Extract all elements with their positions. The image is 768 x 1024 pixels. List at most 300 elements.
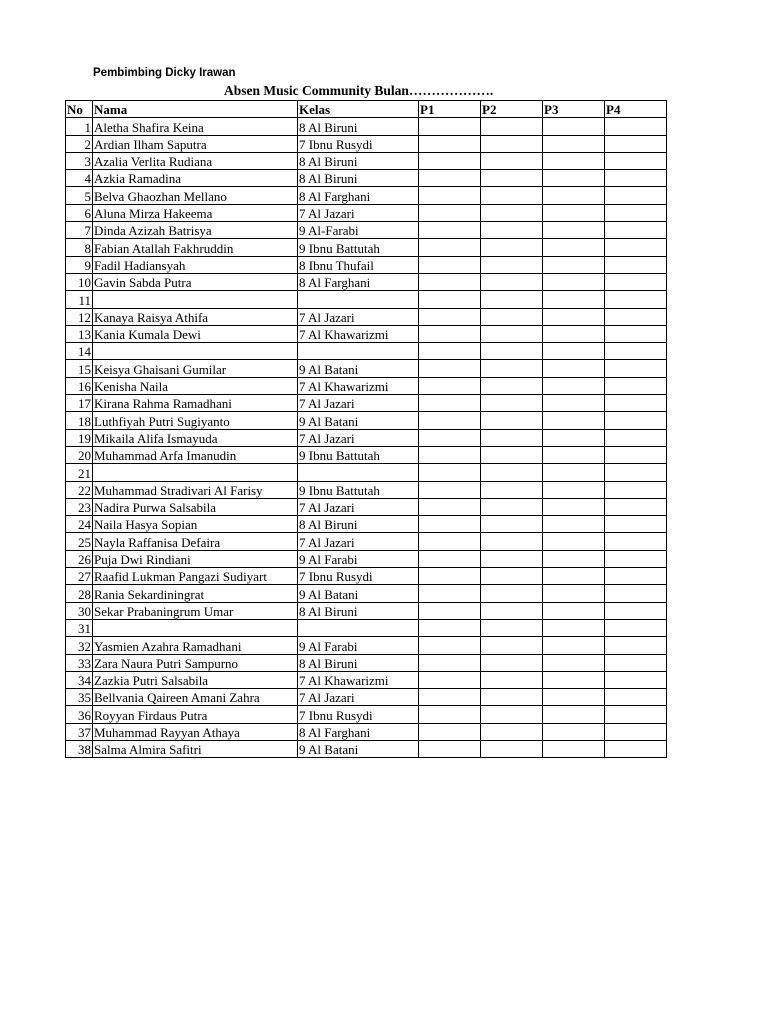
cell-p2 bbox=[481, 740, 543, 757]
header-p2: P2 bbox=[481, 101, 543, 118]
cell-kelas: 8 Al Farghani bbox=[298, 723, 419, 740]
cell-p2 bbox=[481, 412, 543, 429]
header-kelas: Kelas bbox=[298, 101, 419, 118]
table-row bbox=[66, 395, 667, 412]
cell-nama: Fadil Hadiansyah bbox=[93, 256, 298, 273]
cell-p3 bbox=[543, 135, 605, 152]
cell-p4 bbox=[605, 118, 667, 135]
cell-kelas: 7 Al Jazari bbox=[298, 204, 419, 221]
table-row bbox=[66, 204, 667, 221]
table-header-row bbox=[66, 101, 667, 118]
cell-no: 34 bbox=[66, 671, 93, 688]
cell-p1 bbox=[419, 602, 481, 619]
cell-p1 bbox=[419, 481, 481, 498]
table-row bbox=[66, 256, 667, 273]
cell-kelas: 8 Al Biruni bbox=[298, 152, 419, 169]
cell-p2 bbox=[481, 135, 543, 152]
cell-p3 bbox=[543, 412, 605, 429]
cell-p2 bbox=[481, 273, 543, 290]
table-row bbox=[66, 516, 667, 533]
cell-p1 bbox=[419, 740, 481, 757]
cell-p3 bbox=[543, 343, 605, 360]
cell-p3 bbox=[543, 602, 605, 619]
cell-p1 bbox=[419, 533, 481, 550]
cell-p2 bbox=[481, 256, 543, 273]
cell-no: 20 bbox=[66, 446, 93, 463]
cell-kelas: 7 Ibnu Rusydi bbox=[298, 568, 419, 585]
cell-nama: Kanaya Raisya Athifa bbox=[93, 308, 298, 325]
cell-no: 6 bbox=[66, 204, 93, 221]
cell-nama: Belva Ghaozhan Mellano bbox=[93, 187, 298, 204]
cell-nama: Sekar Prabaningrum Umar bbox=[93, 602, 298, 619]
cell-p3 bbox=[543, 152, 605, 169]
cell-p4 bbox=[605, 239, 667, 256]
table-row bbox=[66, 239, 667, 256]
cell-kelas: 9 Al Batani bbox=[298, 360, 419, 377]
cell-nama: Mikaila Alifa Ismayuda bbox=[93, 429, 298, 446]
cell-kelas: 9 Al Batani bbox=[298, 585, 419, 602]
cell-p2 bbox=[481, 602, 543, 619]
cell-nama bbox=[93, 291, 298, 308]
cell-kelas: 9 Al-Farabi bbox=[298, 222, 419, 239]
cell-p4 bbox=[605, 550, 667, 567]
cell-p3 bbox=[543, 273, 605, 290]
cell-p2 bbox=[481, 498, 543, 515]
cell-p2 bbox=[481, 654, 543, 671]
cell-nama: Muhammad Stradivari Al Farisy bbox=[93, 481, 298, 498]
cell-no: 19 bbox=[66, 429, 93, 446]
cell-no: 24 bbox=[66, 516, 93, 533]
cell-nama: Luthfiyah Putri Sugiyanto bbox=[93, 412, 298, 429]
table-row bbox=[66, 723, 667, 740]
cell-kelas: 9 Al Farabi bbox=[298, 550, 419, 567]
cell-nama: Royyan Firdaus Putra bbox=[93, 706, 298, 723]
cell-p4 bbox=[605, 498, 667, 515]
cell-p4 bbox=[605, 273, 667, 290]
table-row bbox=[66, 152, 667, 169]
cell-nama: Keisya Ghaisani Gumilar bbox=[93, 360, 298, 377]
cell-p4 bbox=[605, 256, 667, 273]
cell-p2 bbox=[481, 325, 543, 342]
cell-p2 bbox=[481, 395, 543, 412]
cell-p4 bbox=[605, 585, 667, 602]
cell-p1 bbox=[419, 516, 481, 533]
cell-p4 bbox=[605, 187, 667, 204]
table-row bbox=[66, 498, 667, 515]
cell-no: 26 bbox=[66, 550, 93, 567]
cell-p4 bbox=[605, 429, 667, 446]
cell-no: 22 bbox=[66, 481, 93, 498]
cell-p3 bbox=[543, 498, 605, 515]
cell-p4 bbox=[605, 412, 667, 429]
cell-nama: Nayla Raffanisa Defaira bbox=[93, 533, 298, 550]
cell-kelas: 7 Al Jazari bbox=[298, 533, 419, 550]
cell-p1 bbox=[419, 343, 481, 360]
cell-no: 9 bbox=[66, 256, 93, 273]
header-no: No bbox=[66, 101, 93, 118]
cell-nama: Zara Naura Putri Sampurno bbox=[93, 654, 298, 671]
cell-p2 bbox=[481, 360, 543, 377]
cell-no: 16 bbox=[66, 377, 93, 394]
cell-p2 bbox=[481, 170, 543, 187]
table-row bbox=[66, 360, 667, 377]
cell-p1 bbox=[419, 308, 481, 325]
cell-p1 bbox=[419, 239, 481, 256]
table-row bbox=[66, 273, 667, 290]
cell-kelas bbox=[298, 464, 419, 481]
cell-no: 12 bbox=[66, 308, 93, 325]
cell-p4 bbox=[605, 568, 667, 585]
cell-p2 bbox=[481, 152, 543, 169]
cell-no: 7 bbox=[66, 222, 93, 239]
header-p3: P3 bbox=[543, 101, 605, 118]
cell-p2 bbox=[481, 585, 543, 602]
cell-no: 35 bbox=[66, 689, 93, 706]
table-row bbox=[66, 291, 667, 308]
table-row bbox=[66, 343, 667, 360]
cell-p4 bbox=[605, 654, 667, 671]
cell-kelas bbox=[298, 619, 419, 636]
cell-kelas: 8 Ibnu Thufail bbox=[298, 256, 419, 273]
cell-p2 bbox=[481, 291, 543, 308]
cell-p2 bbox=[481, 204, 543, 221]
cell-no: 15 bbox=[66, 360, 93, 377]
cell-no: 4 bbox=[66, 170, 93, 187]
cell-no: 31 bbox=[66, 619, 93, 636]
cell-kelas: 9 Ibnu Battutah bbox=[298, 481, 419, 498]
cell-p4 bbox=[605, 308, 667, 325]
cell-kelas: 7 Al Jazari bbox=[298, 395, 419, 412]
table-row bbox=[66, 671, 667, 688]
cell-p1 bbox=[419, 654, 481, 671]
cell-p2 bbox=[481, 377, 543, 394]
cell-p3 bbox=[543, 464, 605, 481]
cell-p3 bbox=[543, 516, 605, 533]
cell-p4 bbox=[605, 291, 667, 308]
cell-nama: Azalia Verlita Rudiana bbox=[93, 152, 298, 169]
cell-p1 bbox=[419, 446, 481, 463]
cell-nama: Muhammad Arfa Imanudin bbox=[93, 446, 298, 463]
cell-nama: Kania Kumala Dewi bbox=[93, 325, 298, 342]
cell-p2 bbox=[481, 689, 543, 706]
cell-p3 bbox=[543, 377, 605, 394]
table-row bbox=[66, 550, 667, 567]
cell-p2 bbox=[481, 343, 543, 360]
cell-p1 bbox=[419, 325, 481, 342]
document-title: Absen Music Community Bulan………………. bbox=[224, 83, 494, 98]
cell-p1 bbox=[419, 256, 481, 273]
cell-p3 bbox=[543, 325, 605, 342]
cell-p4 bbox=[605, 619, 667, 636]
cell-no: 27 bbox=[66, 568, 93, 585]
cell-p1 bbox=[419, 135, 481, 152]
table-row bbox=[66, 689, 667, 706]
cell-p1 bbox=[419, 464, 481, 481]
cell-p2 bbox=[481, 637, 543, 654]
cell-nama: Kirana Rahma Ramadhani bbox=[93, 395, 298, 412]
cell-p3 bbox=[543, 429, 605, 446]
cell-p1 bbox=[419, 412, 481, 429]
cell-p3 bbox=[543, 360, 605, 377]
cell-p4 bbox=[605, 740, 667, 757]
cell-kelas bbox=[298, 291, 419, 308]
cell-nama: Azkia Ramadina bbox=[93, 170, 298, 187]
cell-p1 bbox=[419, 637, 481, 654]
cell-p3 bbox=[543, 481, 605, 498]
cell-p4 bbox=[605, 395, 667, 412]
cell-p1 bbox=[419, 360, 481, 377]
cell-p1 bbox=[419, 204, 481, 221]
cell-p1 bbox=[419, 585, 481, 602]
cell-kelas: 7 Al Jazari bbox=[298, 689, 419, 706]
table-row bbox=[66, 706, 667, 723]
cell-nama bbox=[93, 619, 298, 636]
header-nama: Nama bbox=[93, 101, 298, 118]
cell-p4 bbox=[605, 170, 667, 187]
cell-p3 bbox=[543, 395, 605, 412]
cell-kelas: 9 Ibnu Battutah bbox=[298, 446, 419, 463]
cell-p1 bbox=[419, 222, 481, 239]
cell-p1 bbox=[419, 291, 481, 308]
cell-nama: Raafid Lukman Pangazi Sudiyart bbox=[93, 568, 298, 585]
cell-no: 8 bbox=[66, 239, 93, 256]
cell-p1 bbox=[419, 689, 481, 706]
cell-p3 bbox=[543, 533, 605, 550]
cell-nama: Nadira Purwa Salsabila bbox=[93, 498, 298, 515]
cell-no: 32 bbox=[66, 637, 93, 654]
cell-p3 bbox=[543, 689, 605, 706]
cell-p3 bbox=[543, 204, 605, 221]
cell-no: 25 bbox=[66, 533, 93, 550]
cell-no: 18 bbox=[66, 412, 93, 429]
cell-p1 bbox=[419, 187, 481, 204]
table-row bbox=[66, 429, 667, 446]
cell-p2 bbox=[481, 187, 543, 204]
table-row bbox=[66, 187, 667, 204]
cell-kelas: 7 Al Khawarizmi bbox=[298, 377, 419, 394]
cell-p2 bbox=[481, 481, 543, 498]
cell-p2 bbox=[481, 516, 543, 533]
cell-p3 bbox=[543, 222, 605, 239]
cell-p4 bbox=[605, 360, 667, 377]
table-row bbox=[66, 637, 667, 654]
cell-kelas: 8 Al Farghani bbox=[298, 187, 419, 204]
cell-p4 bbox=[605, 204, 667, 221]
table-row bbox=[66, 446, 667, 463]
cell-p2 bbox=[481, 568, 543, 585]
table-row bbox=[66, 308, 667, 325]
cell-no: 21 bbox=[66, 464, 93, 481]
cell-p1 bbox=[419, 568, 481, 585]
cell-p2 bbox=[481, 308, 543, 325]
cell-kelas: 9 Al Batani bbox=[298, 412, 419, 429]
cell-p2 bbox=[481, 464, 543, 481]
cell-nama: Muhammad Rayyan Athaya bbox=[93, 723, 298, 740]
cell-p3 bbox=[543, 619, 605, 636]
cell-p3 bbox=[543, 308, 605, 325]
cell-p3 bbox=[543, 706, 605, 723]
cell-p4 bbox=[605, 637, 667, 654]
cell-p3 bbox=[543, 654, 605, 671]
cell-no: 14 bbox=[66, 343, 93, 360]
cell-p3 bbox=[543, 446, 605, 463]
header-p1: P1 bbox=[419, 101, 481, 118]
cell-nama: Salma Almira Safitri bbox=[93, 740, 298, 757]
cell-nama: Yasmien Azahra Ramadhani bbox=[93, 637, 298, 654]
cell-p1 bbox=[419, 170, 481, 187]
cell-kelas: 9 Al Batani bbox=[298, 740, 419, 757]
cell-p3 bbox=[543, 170, 605, 187]
table-row bbox=[66, 412, 667, 429]
table-row bbox=[66, 740, 667, 757]
cell-p3 bbox=[543, 671, 605, 688]
cell-nama: Puja Dwi Rindiani bbox=[93, 550, 298, 567]
cell-p4 bbox=[605, 689, 667, 706]
cell-p4 bbox=[605, 464, 667, 481]
cell-p3 bbox=[543, 239, 605, 256]
cell-p3 bbox=[543, 637, 605, 654]
cell-kelas: 8 Al Farghani bbox=[298, 273, 419, 290]
cell-nama: Bellvania Qaireen Amani Zahra bbox=[93, 689, 298, 706]
cell-nama: Naila Hasya Sopian bbox=[93, 516, 298, 533]
cell-no: 33 bbox=[66, 654, 93, 671]
cell-nama bbox=[93, 464, 298, 481]
cell-kelas: 8 Al Biruni bbox=[298, 602, 419, 619]
cell-nama: Kenisha Naila bbox=[93, 377, 298, 394]
cell-p1 bbox=[419, 706, 481, 723]
table-row bbox=[66, 135, 667, 152]
cell-no: 11 bbox=[66, 291, 93, 308]
cell-no: 2 bbox=[66, 135, 93, 152]
cell-p4 bbox=[605, 343, 667, 360]
table-row bbox=[66, 585, 667, 602]
cell-nama: Aluna Mirza Hakeema bbox=[93, 204, 298, 221]
table-row bbox=[66, 654, 667, 671]
table-row bbox=[66, 619, 667, 636]
cell-p3 bbox=[543, 256, 605, 273]
cell-p4 bbox=[605, 152, 667, 169]
cell-kelas: 8 Al Biruni bbox=[298, 516, 419, 533]
cell-p2 bbox=[481, 706, 543, 723]
cell-p3 bbox=[543, 568, 605, 585]
table-row bbox=[66, 533, 667, 550]
cell-p3 bbox=[543, 740, 605, 757]
cell-kelas: 7 Al Jazari bbox=[298, 308, 419, 325]
table-row bbox=[66, 377, 667, 394]
cell-kelas: 8 Al Biruni bbox=[298, 170, 419, 187]
cell-p3 bbox=[543, 550, 605, 567]
cell-no: 17 bbox=[66, 395, 93, 412]
cell-p1 bbox=[419, 118, 481, 135]
table-body bbox=[66, 118, 667, 758]
cell-no: 37 bbox=[66, 723, 93, 740]
cell-p4 bbox=[605, 671, 667, 688]
cell-no: 13 bbox=[66, 325, 93, 342]
cell-nama: Rania Sekardiningrat bbox=[93, 585, 298, 602]
cell-nama bbox=[93, 343, 298, 360]
cell-p1 bbox=[419, 723, 481, 740]
cell-p2 bbox=[481, 533, 543, 550]
cell-nama: Aletha Shafira Keina bbox=[93, 118, 298, 135]
cell-kelas: 8 Al Biruni bbox=[298, 654, 419, 671]
cell-p3 bbox=[543, 118, 605, 135]
cell-no: 5 bbox=[66, 187, 93, 204]
cell-no: 30 bbox=[66, 602, 93, 619]
cell-p4 bbox=[605, 706, 667, 723]
cell-no: 1 bbox=[66, 118, 93, 135]
table-row bbox=[66, 170, 667, 187]
supervisor-label: Pembimbing Dicky Irawan bbox=[93, 67, 236, 79]
cell-p4 bbox=[605, 723, 667, 740]
table-row bbox=[66, 481, 667, 498]
cell-kelas: 7 Al Khawarizmi bbox=[298, 325, 419, 342]
cell-p2 bbox=[481, 446, 543, 463]
cell-no: 28 bbox=[66, 585, 93, 602]
cell-p1 bbox=[419, 152, 481, 169]
cell-kelas bbox=[298, 343, 419, 360]
cell-p1 bbox=[419, 377, 481, 394]
cell-p4 bbox=[605, 481, 667, 498]
cell-kelas: 7 Ibnu Rusydi bbox=[298, 706, 419, 723]
cell-p3 bbox=[543, 723, 605, 740]
header-p4: P4 bbox=[605, 101, 667, 118]
cell-nama: Zazkia Putri Salsabila bbox=[93, 671, 298, 688]
cell-nama: Gavin Sabda Putra bbox=[93, 273, 298, 290]
cell-p4 bbox=[605, 135, 667, 152]
cell-p2 bbox=[481, 239, 543, 256]
cell-p2 bbox=[481, 118, 543, 135]
cell-p2 bbox=[481, 550, 543, 567]
cell-nama: Dinda Azizah Batrisya bbox=[93, 222, 298, 239]
cell-no: 10 bbox=[66, 273, 93, 290]
cell-nama: Fabian Atallah Fakhruddin bbox=[93, 239, 298, 256]
cell-p1 bbox=[419, 395, 481, 412]
table-row bbox=[66, 568, 667, 585]
cell-p4 bbox=[605, 516, 667, 533]
attendance-table bbox=[65, 100, 667, 758]
cell-p3 bbox=[543, 187, 605, 204]
table-row bbox=[66, 602, 667, 619]
cell-p2 bbox=[481, 222, 543, 239]
cell-p1 bbox=[419, 550, 481, 567]
cell-p1 bbox=[419, 619, 481, 636]
cell-p4 bbox=[605, 446, 667, 463]
table-row bbox=[66, 325, 667, 342]
cell-kelas: 7 Al Khawarizmi bbox=[298, 671, 419, 688]
cell-p4 bbox=[605, 533, 667, 550]
cell-p4 bbox=[605, 602, 667, 619]
cell-p2 bbox=[481, 619, 543, 636]
table-row bbox=[66, 222, 667, 239]
cell-p3 bbox=[543, 585, 605, 602]
cell-nama: Ardian Ilham Saputra bbox=[93, 135, 298, 152]
cell-no: 38 bbox=[66, 740, 93, 757]
cell-kelas: 7 Al Jazari bbox=[298, 498, 419, 515]
cell-p4 bbox=[605, 325, 667, 342]
cell-kelas: 9 Ibnu Battutah bbox=[298, 239, 419, 256]
cell-p1 bbox=[419, 429, 481, 446]
cell-p3 bbox=[543, 291, 605, 308]
cell-p1 bbox=[419, 498, 481, 515]
cell-p1 bbox=[419, 273, 481, 290]
cell-kelas: 7 Ibnu Rusydi bbox=[298, 135, 419, 152]
cell-p4 bbox=[605, 377, 667, 394]
cell-p2 bbox=[481, 671, 543, 688]
cell-p2 bbox=[481, 723, 543, 740]
table-row bbox=[66, 118, 667, 135]
cell-kelas: 9 Al Farabi bbox=[298, 637, 419, 654]
cell-p1 bbox=[419, 671, 481, 688]
